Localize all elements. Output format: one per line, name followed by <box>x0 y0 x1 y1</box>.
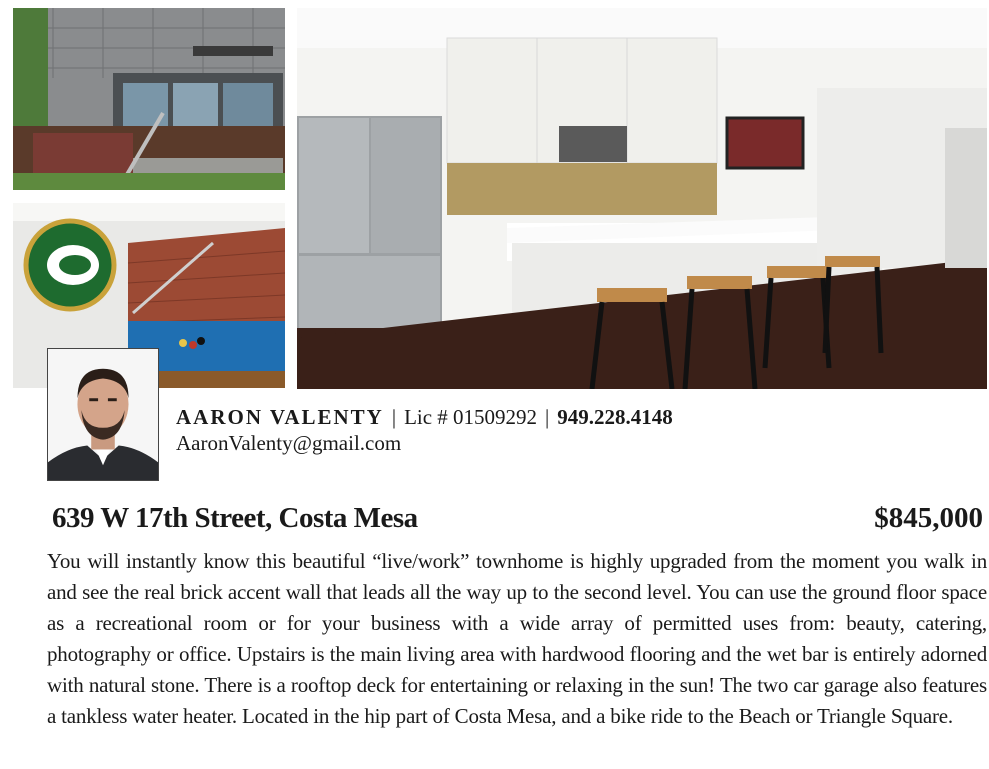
agent-contact-line <box>176 404 673 430</box>
listing-address: 639 W 17th Street, Costa Mesa <box>52 502 418 534</box>
agent-phone: 949.228.4148 <box>557 405 673 429</box>
separator: | <box>545 405 550 429</box>
separator: | <box>391 405 397 429</box>
agent-license: Lic # 01509292 <box>404 405 538 429</box>
agent-email: AaronValenty@gmail.com <box>176 431 402 455</box>
listing-description: You will instantly know this beautiful “live/work” townhome is highly upgraded from the moment you walk in and see the real brick accent wall that leads all the way up to the second level. You can use the ground floor space as a recreational room or for your business with a wide array of permitted uses from: beauty, catering, photography or office. Upstairs is the main living area with hardwood flooring and the wet bar is entirely adorned with natural stone. There is a rooftop deck for entertaining or relaxing in the sun! The two car garage also features a tankless water heater. Located in the hip part of Costa Mesa, and a bike ride to the Beach or Triangle Square. <box>47 549 987 728</box>
agent-name: AARON VALENTY <box>176 405 384 429</box>
listing-price: $845,000 <box>874 502 983 534</box>
exterior-photo <box>13 8 285 190</box>
agent-headshot <box>47 348 159 481</box>
kitchen-photo <box>297 8 987 389</box>
